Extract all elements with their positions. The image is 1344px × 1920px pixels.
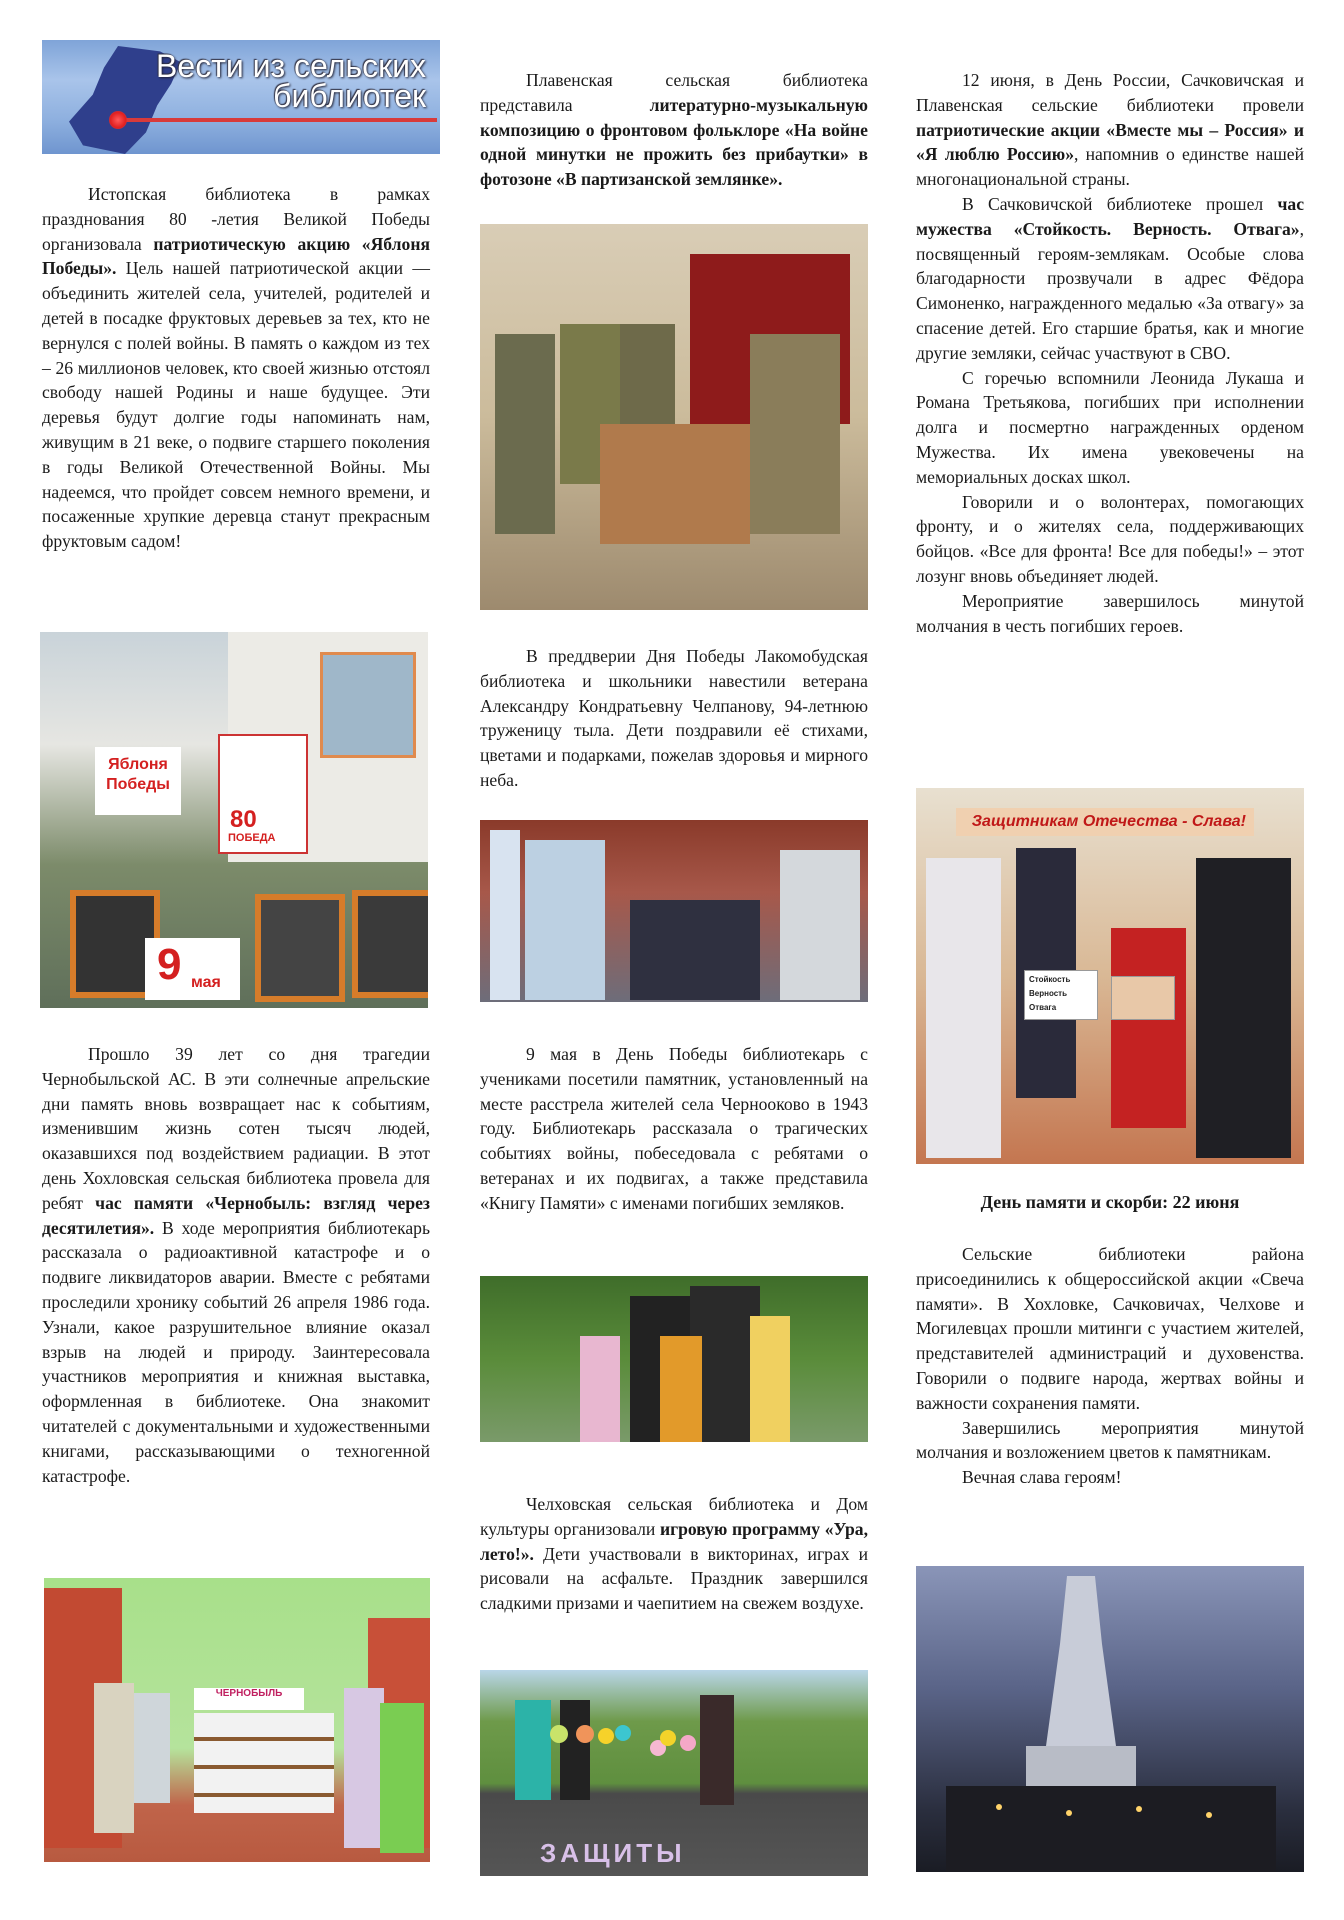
bold-text: патриотическую акцию «Яблоня Победы». <box>42 233 430 279</box>
sign-chernobyl: ЧЕРНОБЫЛЬ <box>194 1688 304 1710</box>
photo-chernobyl-exhibition <box>44 1578 430 1862</box>
text: В ходе мероприятия библиотекарь рассказала о радиоактивной катастрофе и о подвиге ликвидаторов аварии. Вместе с ребятами проследили хронику событий 26 апреля 1986 года. Узнали, какое разрушительное влияние оказал взрыв на людей и природу. Заинтересовала участников мероприятия и книжная выставка, оформленная в библиотеке. Она знакомит читателей с документальными и художественными книгами, рассказывающими о техногенной катастрофе. <box>42 1217 430 1486</box>
article-chernobyl <box>42 1042 430 1488</box>
text: С горечью вспомнили Леонида Лукаша и Романа Третьякова, погибших при исполнении долга и посмертно награжденных орденом Мужества. Их имена увековечены на мемориальных досках школ. <box>916 367 1304 487</box>
text: Плавенская сельская библиотека представила <box>480 70 868 115</box>
photo-apple-tree-action <box>40 632 428 1008</box>
bold-text: час памяти «Чернобыль: взгляд через десятилетия». <box>42 1192 430 1238</box>
sign-80: 80 <box>230 806 257 833</box>
section-heading-memory-day: День памяти и скорби: 22 июня <box>980 1192 1240 1212</box>
photo-candle-vigil <box>916 1566 1304 1872</box>
bold-text: игровую программу «Ура, лето!». <box>480 1518 868 1564</box>
photo-partisan-dugout <box>480 224 868 610</box>
header-banner <box>42 40 440 154</box>
text: Мероприятие завершилось минутой молчания в честь погибших героев. <box>916 590 1304 636</box>
bold-text: час мужества «Стойкость. Верность. Отвага» <box>916 193 1304 239</box>
sign-9: 9 <box>157 940 182 989</box>
text: Сельские библиотеки района присоединились к общероссийской акции «Свеча памяти». В Хохловке, Сачковичах, Челхове и Могилевцах прошли митинги с участием жителей, представителей администраций и духовенства. Говорили о подвиге народа, жертвах войны и важности сохранения памяти. <box>916 1244 1304 1413</box>
sign-apple-of-victory: Яблоня Победы <box>95 747 181 815</box>
text: В Сачковичской библиотеке прошел <box>962 193 1278 214</box>
text: 12 июня, в День России, Сачковичская и Плавенская сельские библиотеки провели <box>916 70 1304 115</box>
sign-steadfastness: Стойкость <box>1029 975 1071 984</box>
text: , посвященный героям-землякам. Особые слова благодарности прозвучали в адрес Фёдора Симоненко, награжденного медалью «За отвагу» за спасение детей. Его старшие братья, как и многие другие земляки, сейчас участвуют в СВО. <box>916 218 1304 363</box>
sign-courage: Отвага <box>1029 1003 1057 1012</box>
bold-text: литературно-музыкальную композицию о фронтовом фольклоре «На войне одной минутки не прожить без прибаутки» в фотозоне «В партизанской землянке». <box>480 94 868 190</box>
text: Истопская библиотека в рамках празднования 80 -летия Великой Победы организовала <box>42 184 430 254</box>
article-lakomaya-buda <box>480 644 868 793</box>
banner-title-line2: библиотек <box>273 78 426 114</box>
photo-hooray-summer <box>480 1670 868 1876</box>
text: , напомнив о единстве нашей многонациональной страны. <box>916 144 1305 190</box>
article-russia-day <box>916 68 1304 638</box>
banner-title-line1: Вести из сельских <box>156 48 426 84</box>
banner-line <box>117 118 437 122</box>
text: Вечная слава героям! <box>962 1467 1122 1488</box>
text: Прошло 39 лет со дня трагедии Чернобыльской АС. В эти солнечные апрельские дни память вновь возвращает нас к событиям, изменившим жизнь сотен тысяч людей, оказавшихся под воздействием радиации. В этот день Хохловская сельская библиотека провела для ребят <box>42 1044 430 1213</box>
text: Говорили и о волонтерах, помогающих фронту, и о жителях села, поддерживающих бойцов. «Все для фронта! Все для победы!» – этот лозунг вновь объединяет людей. <box>916 491 1304 586</box>
photo-veteran-visit <box>480 820 868 1002</box>
photo-memorial-visit <box>480 1276 868 1442</box>
article-istopsk <box>42 182 430 554</box>
sign-victory: ПОБЕДА <box>228 832 276 844</box>
text: В преддверии Дня Победы Лакомобудская библиотека и школьники навестили ветерана Александру Кондратьевну Челпанову, 94-летнюю труженицу тыла. Дети поздравили её стихами, цветами и подарками, пожелав здоровья и мирного неба. <box>480 646 868 790</box>
banner-defenders-glory: Защитникам Отечества - Слава! <box>956 808 1254 836</box>
sign-loyalty: Верность <box>1029 989 1068 998</box>
article-candle-of-memory <box>916 1242 1304 1490</box>
chalk-drawing-text: ЗАЩИТЫ <box>540 1838 686 1868</box>
article-plavno <box>480 68 868 192</box>
text: Завершились мероприятия минутой молчания и возложением цветов к памятникам. <box>916 1417 1304 1463</box>
text: Дети участвовали в викторинах, играх и рисовали на асфальте. Праздник завершился сладкими призами и чаепитием на свежем воздухе. <box>480 1543 868 1614</box>
article-chernookovo <box>480 1042 868 1216</box>
bold-text: патриотические акции «Вместе мы – Россия» и «Я люблю Россию» <box>916 119 1304 165</box>
text: Челховская сельская библиотека и Дом культуры организовали <box>480 1494 868 1539</box>
text: Цель нашей патриотической акции — объединить жителей села, учителей, родителей и детей в посадке фруктовых деревьев за тех, кто не вернулся с полей войны. В память о каждом из тех – 26 миллионов человек, кто своей жизнью отстоял свободу нашей Родины и наше будущее. Эти деревья будут долгие годы напоминать нам, живущим в 21 веке, о подвиге старшего поколения в годы Великой Отечественной Войны. Мы надеемся, что пройдет совсем немного времени, и посаженные хрупкие деревца станут прекрасным фруктовым садом! <box>42 258 430 552</box>
photo-courage-hour <box>916 788 1304 1164</box>
location-dot-icon <box>109 111 127 129</box>
article-chelkhov <box>480 1492 868 1616</box>
sign-may: мая <box>191 974 221 991</box>
text: 9 мая в День Победы библиотекарь с учениками посетили памятник, установленный на месте расстрела жителей села Чернооково в 1943 году. Библиотекарь рассказала о трагических событиях войны, побеседовала с ребятами о ветеранах и их подвигах, а также представила «Книгу Памяти» с именами погибших земляков. <box>480 1044 868 1213</box>
